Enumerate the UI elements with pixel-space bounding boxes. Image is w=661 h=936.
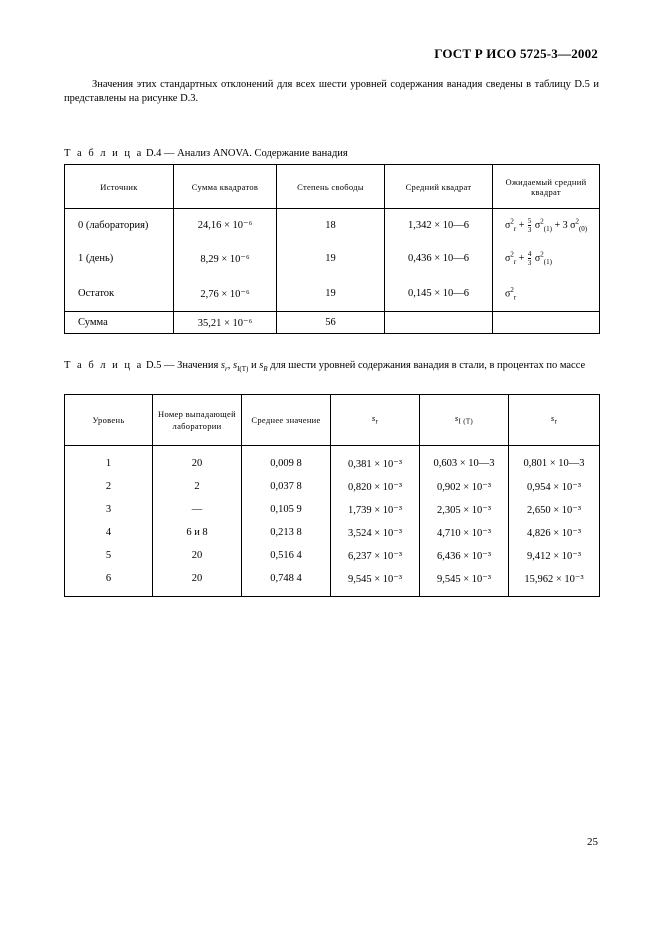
si-cell: 4,710 × 10⁻³ xyxy=(420,521,509,544)
outlier-cell: 2 xyxy=(153,475,242,498)
table-row xyxy=(65,498,600,521)
level-cell: 3 xyxy=(65,498,153,521)
df-cell: 56 xyxy=(277,312,385,334)
sr-cell: 1,739 × 10⁻³ xyxy=(331,498,420,521)
sr2-cell: 15,962 × 10⁻³ xyxy=(509,567,600,597)
page-number: 25 xyxy=(587,836,598,848)
header-expected-ms: Ожидаемый средний квадрат xyxy=(493,165,600,209)
table-row xyxy=(65,567,600,597)
header-sum-squares: Сумма квадратов xyxy=(174,165,277,209)
levels-header-row xyxy=(65,395,600,446)
outlier-cell: 20 xyxy=(153,446,242,476)
expected-ms-formula: $\sigma^2_r$ + $\frac{4}{3}$ $\sigma^2_{(1)}$ xyxy=(493,241,600,276)
si-cell: 6,436 × 10⁻³ xyxy=(420,544,509,567)
si-cell: 0,902 × 10⁻³ xyxy=(420,475,509,498)
expected-ms-cell xyxy=(493,312,600,334)
si-cell: 0,603 × 10—3 xyxy=(420,446,509,476)
expected-ms-formula: $\sigma^2_r$ + $\frac{5}{3}$ $\sigma^2_{(1)} + 3$ $\sigma^2_{(0)}$ xyxy=(493,209,600,242)
si-cell: 9,545 × 10⁻³ xyxy=(420,567,509,597)
table-d4-caption-text: D.4 — Анализ ANOVA. Содержание ванадия xyxy=(145,148,348,159)
ms-cell: 1,342 × 10—6 xyxy=(385,209,493,242)
ss-cell: 2,76 × 10⁻⁶ xyxy=(174,276,277,312)
ms-cell: 0,436 × 10—6 xyxy=(385,241,493,276)
ss-cell: 35,21 × 10⁻⁶ xyxy=(174,312,277,334)
sr2-cell: 4,826 × 10⁻³ xyxy=(509,521,600,544)
level-cell: 1 xyxy=(65,446,153,476)
sr-cell: 9,545 × 10⁻³ xyxy=(331,567,420,597)
header-level: Уровень xyxy=(65,395,153,446)
mean-cell: 0,748 4 xyxy=(242,567,331,597)
header-sr-2: $s_r$ xyxy=(509,395,600,446)
si-cell: 2,305 × 10⁻³ xyxy=(420,498,509,521)
anova-row xyxy=(65,276,600,312)
source-cell: 0 (лаборатория) xyxy=(65,209,174,242)
level-cell: 5 xyxy=(65,544,153,567)
anova-header-row xyxy=(65,165,600,209)
source-cell: 1 (день) xyxy=(65,241,174,276)
ms-cell: 0,145 × 10—6 xyxy=(385,276,493,312)
levels-table xyxy=(64,394,600,597)
table-d4-caption xyxy=(64,147,604,160)
sr2-cell: 2,650 × 10⁻³ xyxy=(509,498,600,521)
anova-row xyxy=(65,241,600,276)
header-sr: $s_r$ xyxy=(331,395,420,446)
expected-ms-formula: $\sigma^2_r$ xyxy=(493,276,600,312)
outlier-cell: 20 xyxy=(153,567,242,597)
outlier-cell: — xyxy=(153,498,242,521)
source-cell: Сумма xyxy=(65,312,174,334)
table-d5-caption-text: D.5 — Значения $s_r$, $s_{I(T)}$ и $s_R$ для шести уровней содержания ванадия в стали, в процентах по массе xyxy=(145,360,586,374)
df-cell: 18 xyxy=(277,209,385,242)
outlier-cell: 6 и 8 xyxy=(153,521,242,544)
df-cell: 19 xyxy=(277,276,385,312)
anova-row xyxy=(65,209,600,242)
anova-table xyxy=(64,164,600,334)
ms-cell xyxy=(385,312,493,334)
level-cell: 6 xyxy=(65,567,153,597)
table-row xyxy=(65,446,600,476)
mean-cell: 0,516 4 xyxy=(242,544,331,567)
header-si-t: $s_{I (T)}$ xyxy=(420,395,509,446)
sr2-cell: 9,412 × 10⁻³ xyxy=(509,544,600,567)
mean-cell: 0,037 8 xyxy=(242,475,331,498)
header-mean: Среднее значение xyxy=(242,395,331,446)
ss-cell: 24,16 × 10⁻⁶ xyxy=(174,209,277,242)
level-cell: 4 xyxy=(65,521,153,544)
ss-cell: 8,29 × 10⁻⁶ xyxy=(174,241,277,276)
sr-cell: 3,524 × 10⁻³ xyxy=(331,521,420,544)
header-source: Источник xyxy=(65,165,174,209)
header-dof: Степень свободы xyxy=(277,165,385,209)
header-outlier-lab: Номер выпадающей лаборатории xyxy=(153,395,242,446)
sr2-cell: 0,954 × 10⁻³ xyxy=(509,475,600,498)
df-cell: 19 xyxy=(277,241,385,276)
intro-paragraph xyxy=(64,78,599,106)
table-d5-caption-prefix: Т а б л и ц а xyxy=(64,360,144,371)
level-cell: 2 xyxy=(65,475,153,498)
intro-text: Значения этих стандартных отклонений для всех шести уровней содержания ванадия сведены в таблицу D.5 и представлены на рисунке D.3. xyxy=(64,79,599,104)
source-cell: Остаток xyxy=(65,276,174,312)
outlier-cell: 20 xyxy=(153,544,242,567)
mean-cell: 0,009 8 xyxy=(242,446,331,476)
table-row xyxy=(65,475,600,498)
header-mean-square: Средний квадрат xyxy=(385,165,493,209)
anova-sum-row xyxy=(65,312,600,334)
mean-cell: 0,105 9 xyxy=(242,498,331,521)
table-d5-caption xyxy=(64,359,604,376)
document-header: ГОСТ Р ИСО 5725-3—2002 xyxy=(434,46,598,61)
table-d4-caption-prefix: Т а б л и ц а xyxy=(64,148,144,159)
sr-cell: 0,381 × 10⁻³ xyxy=(331,446,420,476)
sr-cell: 0,820 × 10⁻³ xyxy=(331,475,420,498)
table-row xyxy=(65,521,600,544)
mean-cell: 0,213 8 xyxy=(242,521,331,544)
sr-cell: 6,237 × 10⁻³ xyxy=(331,544,420,567)
table-row xyxy=(65,544,600,567)
sr2-cell: 0,801 × 10—3 xyxy=(509,446,600,476)
